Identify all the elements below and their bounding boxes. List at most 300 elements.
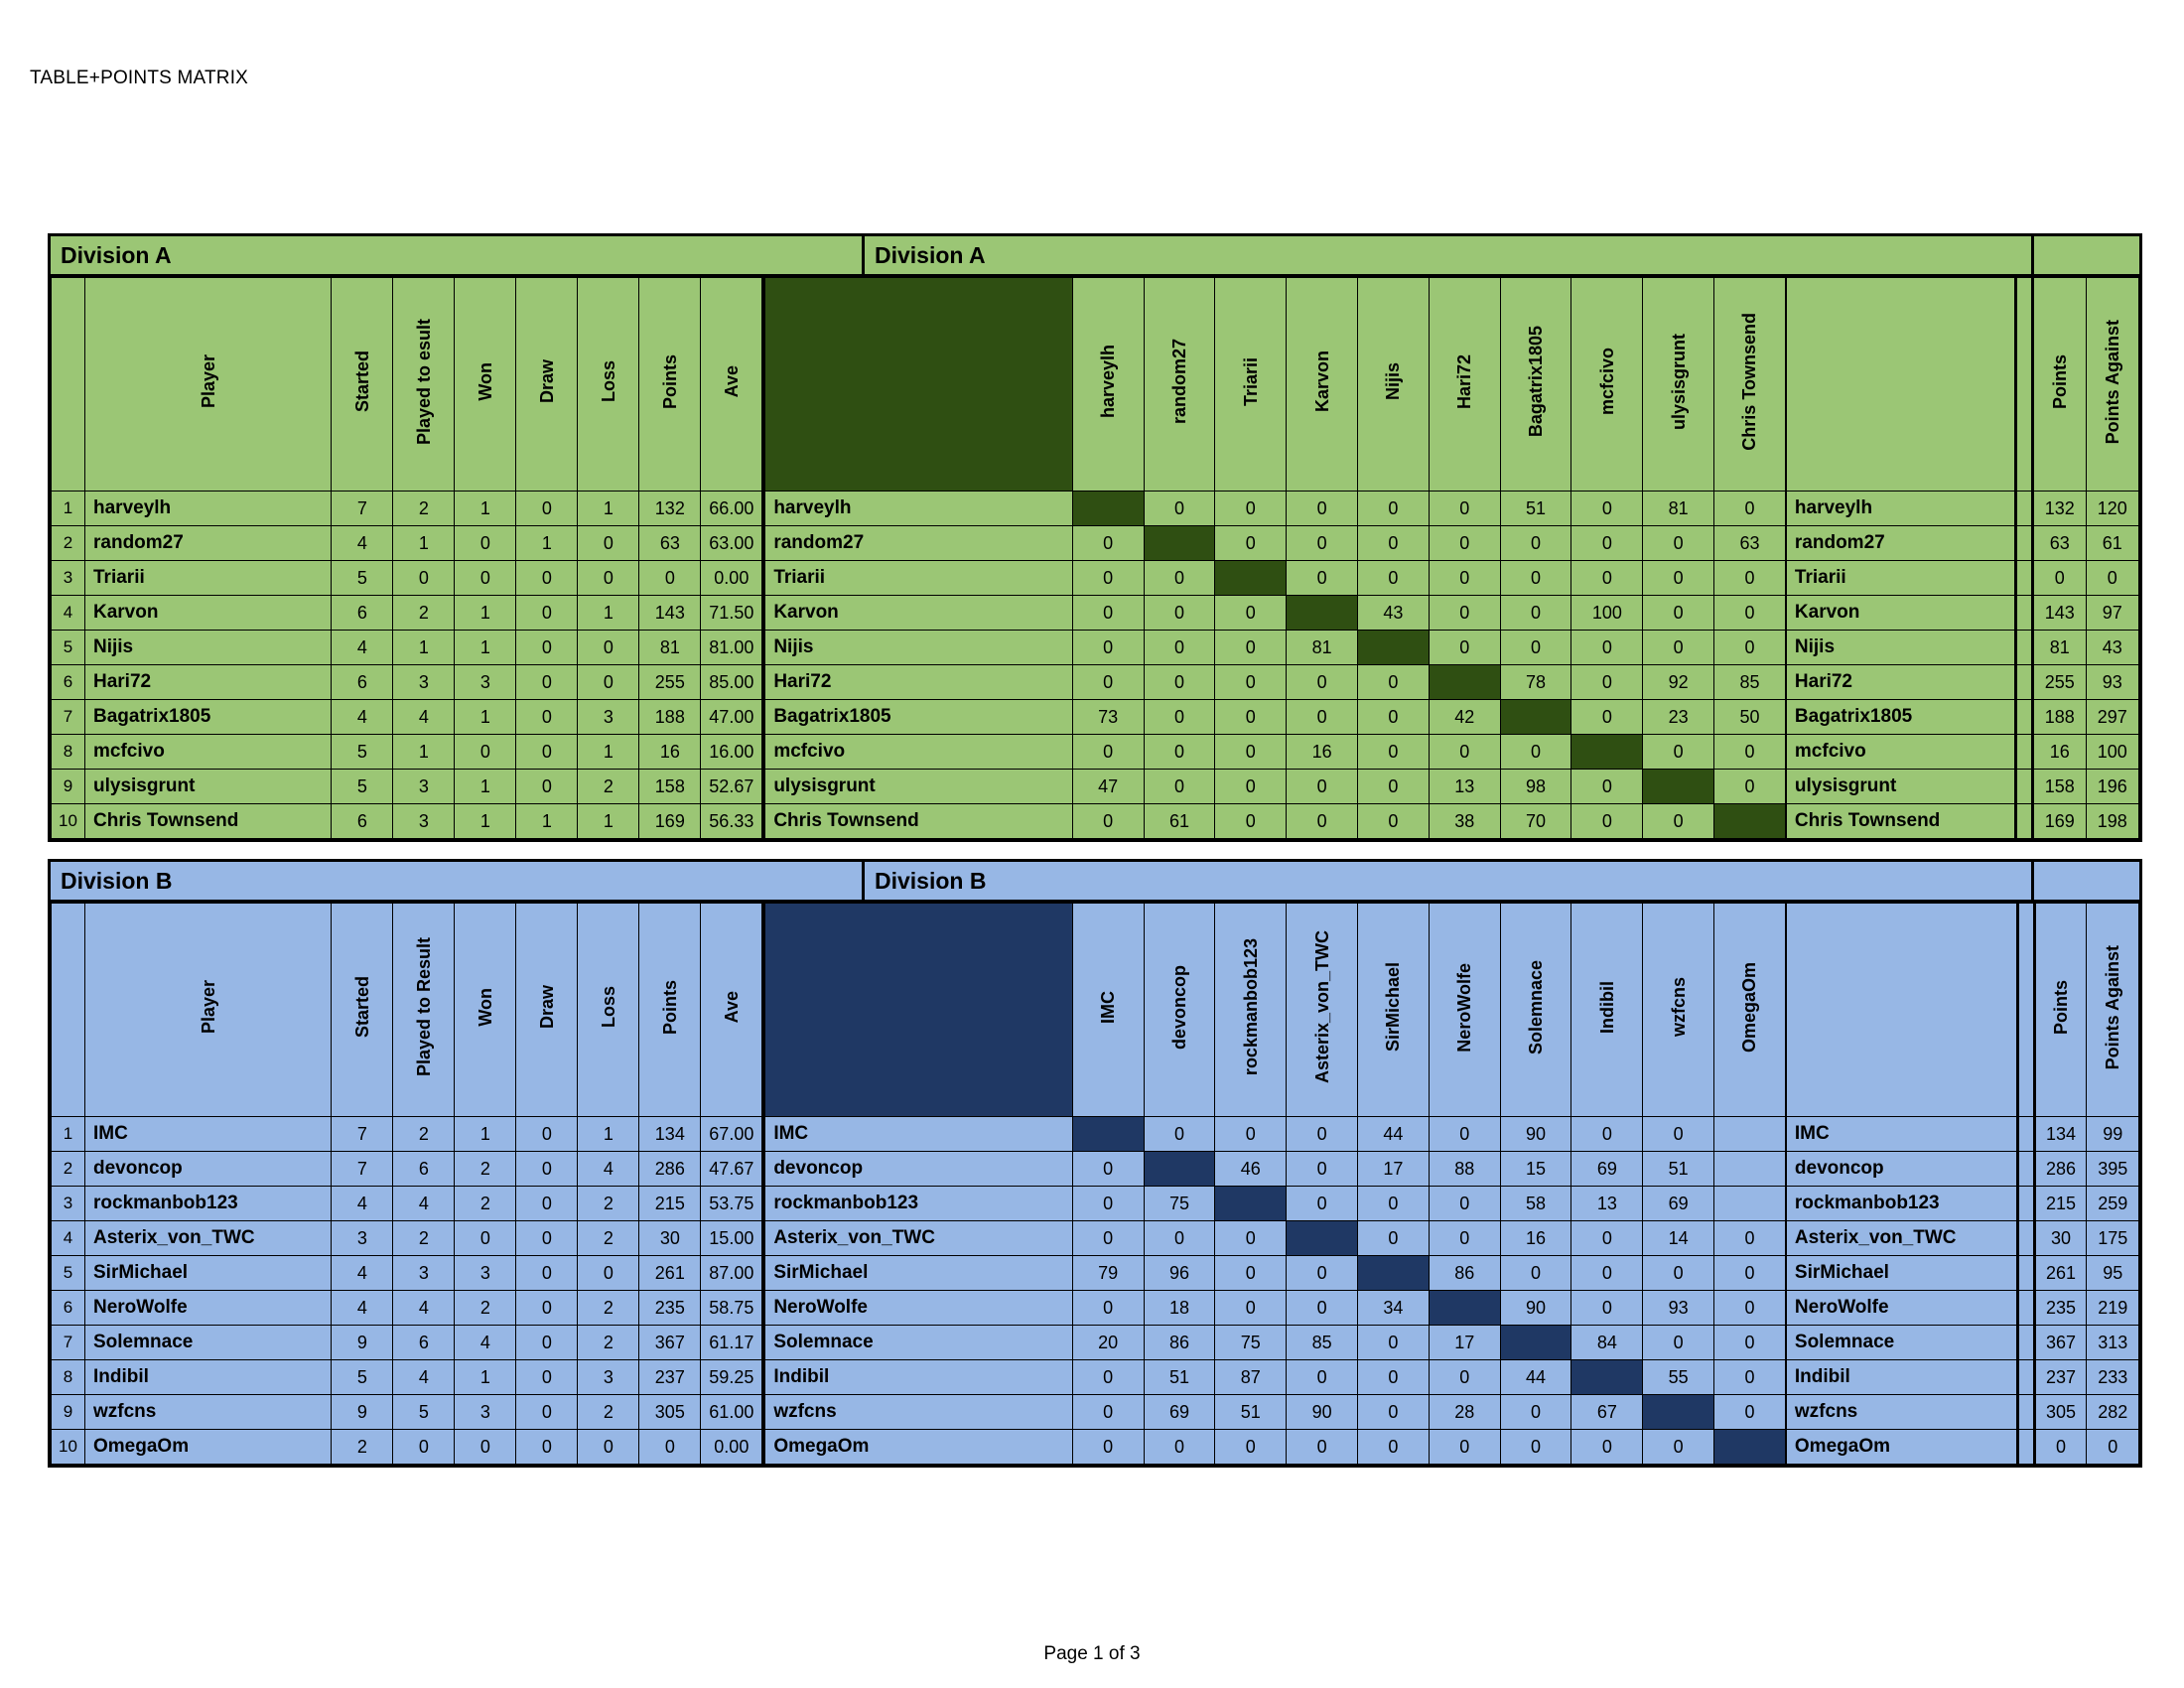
table-row	[764, 526, 1786, 561]
matrix-cell: 0	[1215, 1256, 1287, 1291]
matrix-opponent-header	[1571, 278, 1643, 492]
matrix-cell: 81	[1287, 631, 1358, 665]
table-row	[52, 1117, 762, 1152]
summary-points-for-cell: 188	[2032, 700, 2086, 735]
summary-spacer-header	[2018, 904, 2034, 1117]
matrix-cell: 42	[1429, 700, 1500, 735]
matrix-cell: 28	[1429, 1395, 1500, 1430]
matrix-opponent-header	[1429, 278, 1500, 492]
division-title-summary	[2034, 236, 2139, 274]
matrix-cell: 0	[1072, 526, 1144, 561]
summary-player-cell: IMC	[1786, 1117, 2017, 1152]
standings-ave-cell: 81.00	[701, 631, 762, 665]
standings-ave-cell: 16.00	[701, 735, 762, 770]
rank-cell: 8	[52, 1360, 85, 1395]
table-row	[764, 631, 1786, 665]
summary-points-for-cell: 237	[2034, 1360, 2087, 1395]
matrix-cell: 0	[1500, 561, 1571, 596]
matrix-cell: 0	[1072, 1430, 1144, 1465]
summary-table	[1786, 903, 2139, 1465]
matrix-cell: 0	[1429, 631, 1500, 665]
matrix-cell: 0	[1287, 1187, 1358, 1221]
matrix-cell: 0	[1500, 1395, 1571, 1430]
standings-header-cell	[578, 904, 639, 1117]
matrix-opponent-header	[1643, 904, 1714, 1117]
standings-won-cell: 0	[455, 561, 516, 596]
rank-cell: 8	[52, 735, 85, 770]
standings-header-cell	[455, 278, 516, 492]
matrix-cell	[1500, 700, 1571, 735]
summary-points-for-cell: 134	[2034, 1117, 2087, 1152]
standings-won-cell: 3	[455, 665, 516, 700]
standings-won-cell: 1	[455, 1360, 516, 1395]
standings-ave-cell: 61.17	[701, 1326, 762, 1360]
matrix-opponent-header	[1358, 904, 1430, 1117]
matrix-cell: 0	[1144, 596, 1215, 631]
table-row	[764, 700, 1786, 735]
matrix-cell: 0	[1072, 631, 1144, 665]
matrix-cell: 23	[1643, 700, 1714, 735]
matrix-cell: 0	[1643, 1430, 1714, 1465]
summary-header-cell	[2087, 904, 2139, 1117]
summary-spacer-cell	[2018, 1326, 2034, 1360]
player-name-cell: Asterix_von_TWC	[85, 1221, 332, 1256]
standings-played-cell: 2	[393, 1221, 455, 1256]
matrix-cell: 69	[1144, 1395, 1215, 1430]
player-name-cell: ulysisgrunt	[85, 770, 332, 804]
standings-header-label: Points	[659, 353, 680, 409]
matrix-cell: 0	[1072, 1187, 1144, 1221]
standings-won-cell: 0	[455, 526, 516, 561]
matrix-cell: 0	[1571, 665, 1643, 700]
matrix-cell	[1287, 1221, 1358, 1256]
matrix-cell: 0	[1429, 1187, 1500, 1221]
matrix-cell: 85	[1287, 1326, 1358, 1360]
matrix-cell	[1215, 561, 1287, 596]
table-row	[52, 1326, 762, 1360]
matrix-cell: 75	[1144, 1187, 1215, 1221]
matrix-cell: 0	[1714, 1326, 1786, 1360]
standings-won-cell: 3	[455, 1256, 516, 1291]
standings-played-cell: 6	[393, 1326, 455, 1360]
matrix-cell	[1571, 1360, 1643, 1395]
rank-cell: 10	[52, 1430, 85, 1465]
matrix-cell: 0	[1571, 1291, 1643, 1326]
matrix-cell: 0	[1144, 735, 1215, 770]
player-name-cell: devoncop	[85, 1152, 332, 1187]
table-row	[52, 1360, 762, 1395]
matrix-cell: 0	[1215, 492, 1287, 526]
table-row	[1786, 1360, 2138, 1395]
summary-points-against-cell: 120	[2086, 492, 2138, 526]
standings-played-cell: 3	[393, 665, 455, 700]
table-row	[764, 770, 1786, 804]
standings-points-cell: 255	[639, 665, 701, 700]
standings-ave-cell: 66.00	[701, 492, 762, 526]
standings-header-cell	[701, 278, 762, 492]
matrix-cell: 85	[1714, 665, 1786, 700]
matrix-cell: 0	[1358, 735, 1430, 770]
matrix-cell: 0	[1287, 804, 1358, 839]
matrix-cell: 0	[1144, 492, 1215, 526]
summary-points-against-cell: 95	[2087, 1256, 2139, 1291]
matrix-cell: 70	[1500, 804, 1571, 839]
matrix-cell: 86	[1429, 1256, 1500, 1291]
matrix-cell: 0	[1287, 1256, 1358, 1291]
summary-player-cell: wzfcns	[1786, 1395, 2017, 1430]
matrix-cell: 0	[1571, 770, 1643, 804]
matrix-opponent-label: ulysisgrunt	[1668, 333, 1689, 430]
table-row	[1786, 1291, 2138, 1326]
standings-draw-cell: 0	[516, 1360, 578, 1395]
matrix-cell: 0	[1571, 1221, 1643, 1256]
standings-won-cell: 1	[455, 804, 516, 839]
player-name-cell: mcfcivo	[85, 735, 332, 770]
standings-header-label: Started	[351, 976, 372, 1039]
table-row	[764, 735, 1786, 770]
standings-table	[51, 903, 762, 1465]
matrix-cell: 0	[1215, 1291, 1287, 1326]
matrix-cell: 0	[1571, 492, 1643, 526]
table-row	[1786, 526, 2138, 561]
table-row	[764, 665, 1786, 700]
player-name-cell: IMC	[85, 1117, 332, 1152]
standings-points-cell: 132	[639, 492, 701, 526]
matrix-cell: 0	[1215, 735, 1287, 770]
standings-loss-cell: 2	[578, 1187, 639, 1221]
page-title: TABLE+POINTS MATRIX	[30, 68, 249, 88]
matrix-cell: 0	[1072, 804, 1144, 839]
player-name-cell: Indibil	[85, 1360, 332, 1395]
matrix-cell: 0	[1215, 804, 1287, 839]
standings-won-cell: 0	[455, 735, 516, 770]
standings-started-cell: 6	[332, 665, 393, 700]
standings-loss-cell: 0	[578, 526, 639, 561]
matrix-cell: 61	[1144, 804, 1215, 839]
matrix-cell	[1144, 1152, 1215, 1187]
matrix-cell: 87	[1215, 1360, 1287, 1395]
summary-header-cell	[2034, 904, 2087, 1117]
matrix-opponent-label: Bagatrix1805	[1526, 326, 1547, 438]
player-name-cell: rockmanbob123	[85, 1187, 332, 1221]
standings-started-cell: 4	[332, 526, 393, 561]
table-row	[764, 1117, 1786, 1152]
matrix-opponent-label: Triarii	[1240, 356, 1261, 407]
table-row	[52, 700, 762, 735]
matrix-corner-cell	[764, 278, 1072, 492]
matrix-opponent-label: Solemnace	[1526, 959, 1547, 1055]
summary-header-label: Points Against	[2103, 944, 2123, 1070]
standings-draw-cell: 1	[516, 804, 578, 839]
standings-won-cell: 1	[455, 492, 516, 526]
standings-started-cell: 5	[332, 1360, 393, 1395]
matrix-opponent-header	[1144, 904, 1215, 1117]
matrix-opponent-header	[1500, 904, 1571, 1117]
matrix-cell	[1714, 1152, 1786, 1187]
matrix-row-player: ulysisgrunt	[764, 770, 1072, 804]
standings-loss-cell: 0	[578, 1430, 639, 1465]
matrix-cell: 0	[1215, 1430, 1287, 1465]
matrix-opponent-header	[1215, 278, 1287, 492]
matrix-cell: 0	[1215, 1221, 1287, 1256]
standings-draw-cell: 0	[516, 492, 578, 526]
standings-ave-cell: 56.33	[701, 804, 762, 839]
standings-points-cell: 188	[639, 700, 701, 735]
matrix-cell	[1358, 1256, 1430, 1291]
matrix-cell: 0	[1571, 526, 1643, 561]
table-row	[1786, 735, 2138, 770]
matrix-row-player: Nijis	[764, 631, 1072, 665]
matrix-cell: 0	[1714, 1395, 1786, 1430]
standings-won-cell: 1	[455, 770, 516, 804]
matrix-cell: 0	[1429, 1360, 1500, 1395]
matrix-cell: 0	[1714, 770, 1786, 804]
matrix-opponent-header	[1072, 278, 1144, 492]
matrix-cell: 92	[1643, 665, 1714, 700]
standings-header-label: Played to esult	[413, 318, 434, 446]
division-title-row	[51, 862, 2139, 903]
matrix-cell: 0	[1643, 1117, 1714, 1152]
table-row	[764, 596, 1786, 631]
matrix-cell: 55	[1643, 1360, 1714, 1395]
rank-cell: 3	[52, 561, 85, 596]
standings-started-cell: 4	[332, 1187, 393, 1221]
summary-player-cell: Hari72	[1786, 665, 2015, 700]
table-row	[52, 492, 762, 526]
standings-header-label: Won	[475, 362, 495, 401]
matrix-cell: 81	[1643, 492, 1714, 526]
matrix-cell: 0	[1500, 1256, 1571, 1291]
table-row	[764, 1430, 1786, 1465]
summary-points-against-cell: 100	[2086, 735, 2138, 770]
summary-points-for-cell: 81	[2032, 631, 2086, 665]
standings-played-cell: 4	[393, 1291, 455, 1326]
standings-ave-cell: 58.75	[701, 1291, 762, 1326]
standings-draw-cell: 0	[516, 631, 578, 665]
standings-started-cell: 7	[332, 1152, 393, 1187]
matrix-cell: 0	[1429, 561, 1500, 596]
summary-spacer-cell	[2016, 631, 2033, 665]
summary-points-for-cell: 132	[2032, 492, 2086, 526]
standings-draw-cell: 0	[516, 665, 578, 700]
matrix-cell: 0	[1643, 526, 1714, 561]
summary-spacer-cell	[2018, 1256, 2034, 1291]
matrix-cell	[1500, 1326, 1571, 1360]
summary-player-cell: random27	[1786, 526, 2015, 561]
summary-points-for-cell: 235	[2034, 1291, 2087, 1326]
matrix-cell: 0	[1287, 1430, 1358, 1465]
matrix-cell: 0	[1571, 804, 1643, 839]
table-row	[52, 526, 762, 561]
matrix-cell: 0	[1215, 665, 1287, 700]
matrix-cell: 69	[1571, 1152, 1643, 1187]
table-row	[52, 1187, 762, 1221]
matrix-cell	[1287, 596, 1358, 631]
matrix-cell: 67	[1571, 1395, 1643, 1430]
table-row	[52, 1291, 762, 1326]
table-row	[764, 1326, 1786, 1360]
table-row	[1786, 631, 2138, 665]
matrix-cell: 0	[1144, 561, 1215, 596]
matrix-opponent-label: mcfcivo	[1596, 348, 1617, 416]
standings-played-cell: 4	[393, 1187, 455, 1221]
matrix-opponent-label: harveylh	[1098, 345, 1119, 419]
summary-points-against-cell: 259	[2087, 1187, 2139, 1221]
matrix-cell: 0	[1358, 526, 1430, 561]
standings-points-cell: 81	[639, 631, 701, 665]
matrix-cell	[1714, 804, 1786, 839]
matrix-cell: 0	[1215, 1117, 1287, 1152]
standings-played-cell: 3	[393, 804, 455, 839]
summary-points-for-cell: 0	[2034, 1430, 2087, 1465]
matrix-row-player: IMC	[764, 1117, 1072, 1152]
matrix-cell: 0	[1358, 804, 1430, 839]
summary-points-for-cell: 215	[2034, 1187, 2087, 1221]
summary-points-against-cell: 282	[2087, 1395, 2139, 1430]
summary-spacer-cell	[2018, 1117, 2034, 1152]
standings-draw-cell: 0	[516, 561, 578, 596]
matrix-cell: 90	[1500, 1117, 1571, 1152]
standings-draw-cell: 0	[516, 1430, 578, 1465]
standings-points-cell: 367	[639, 1326, 701, 1360]
matrix-cell: 0	[1287, 1117, 1358, 1152]
matrix-opponent-label: Hari72	[1454, 353, 1475, 410]
standings-draw-cell: 0	[516, 596, 578, 631]
standings-draw-cell: 0	[516, 1117, 578, 1152]
matrix-opponent-label: devoncop	[1168, 964, 1189, 1050]
matrix-opponent-header	[1144, 278, 1215, 492]
matrix-cell: 0	[1072, 1395, 1144, 1430]
summary-player-cell: SirMichael	[1786, 1256, 2017, 1291]
matrix-cell: 0	[1072, 1291, 1144, 1326]
matrix-cell: 0	[1072, 1221, 1144, 1256]
summary-player-cell: Asterix_von_TWC	[1786, 1221, 2017, 1256]
summary-spacer-header	[2016, 278, 2033, 492]
standings-draw-cell: 1	[516, 526, 578, 561]
matrix-cell: 46	[1215, 1152, 1287, 1187]
standings-header-cell	[85, 278, 332, 492]
standings-points-cell: 134	[639, 1117, 701, 1152]
matrix-corner-cell	[764, 904, 1072, 1117]
matrix-cell: 0	[1571, 1430, 1643, 1465]
summary-points-for-cell: 0	[2032, 561, 2086, 596]
table-row	[1786, 596, 2138, 631]
summary-spacer-cell	[2016, 596, 2033, 631]
standings-started-cell: 6	[332, 596, 393, 631]
standings-header-label: Ave	[721, 991, 742, 1024]
player-name-cell: NeroWolfe	[85, 1291, 332, 1326]
matrix-cell: 78	[1500, 665, 1571, 700]
summary-header-label: Points Against	[2102, 319, 2122, 445]
matrix-row-player: Karvon	[764, 596, 1072, 631]
matrix-opponent-label: OmegaOm	[1739, 961, 1760, 1054]
matrix-cell: 0	[1144, 631, 1215, 665]
matrix-cell: 0	[1287, 665, 1358, 700]
matrix-row-player: Solemnace	[764, 1326, 1072, 1360]
matrix-row-player: OmegaOm	[764, 1430, 1072, 1465]
division-title-standings: Division B	[51, 862, 865, 900]
standings-draw-cell: 0	[516, 1395, 578, 1430]
standings-table	[51, 277, 762, 839]
matrix-cell: 0	[1287, 700, 1358, 735]
summary-spacer-cell	[2016, 492, 2033, 526]
standings-played-cell: 1	[393, 526, 455, 561]
rank-cell: 1	[52, 1117, 85, 1152]
standings-header-cell	[393, 278, 455, 492]
summary-points-against-cell: 198	[2086, 804, 2138, 839]
matrix-cell: 17	[1429, 1326, 1500, 1360]
matrix-cell: 90	[1500, 1291, 1571, 1326]
standings-header-label: Loss	[598, 360, 618, 403]
matrix-cell: 75	[1215, 1326, 1287, 1360]
standings-ave-cell: 53.75	[701, 1187, 762, 1221]
division-block	[48, 859, 2142, 1468]
division-title-matrix: Division B	[865, 862, 2034, 900]
matrix-opponent-header	[1287, 278, 1358, 492]
matrix-opponent-label: random27	[1168, 339, 1189, 425]
standings-header-label: Started	[351, 351, 372, 413]
matrix-cell: 0	[1287, 1152, 1358, 1187]
matrix-header-row	[764, 278, 1786, 492]
standings-played-cell: 0	[393, 1430, 455, 1465]
table-row	[52, 1430, 762, 1465]
matrix-cell	[1072, 1117, 1144, 1152]
table-row	[1786, 804, 2138, 839]
matrix-cell: 0	[1714, 561, 1786, 596]
standings-header-cell	[393, 904, 455, 1117]
matrix-cell: 0	[1643, 561, 1714, 596]
standings-loss-cell: 1	[578, 804, 639, 839]
standings-started-cell: 9	[332, 1395, 393, 1430]
matrix-cell	[1144, 526, 1215, 561]
table-row	[1786, 665, 2138, 700]
matrix-cell	[1072, 492, 1144, 526]
standings-played-cell: 3	[393, 1256, 455, 1291]
summary-points-against-cell: 233	[2087, 1360, 2139, 1395]
summary-points-against-cell: 196	[2086, 770, 2138, 804]
standings-header-cell	[332, 278, 393, 492]
summary-spacer-cell	[2016, 804, 2033, 839]
standings-ave-cell: 47.67	[701, 1152, 762, 1187]
matrix-cell	[1643, 770, 1714, 804]
summary-points-against-cell: 0	[2086, 561, 2138, 596]
matrix-cell: 0	[1429, 735, 1500, 770]
matrix-cell: 0	[1643, 804, 1714, 839]
standings-played-cell: 4	[393, 1360, 455, 1395]
summary-points-for-cell: 367	[2034, 1326, 2087, 1360]
matrix-cell: 18	[1144, 1291, 1215, 1326]
summary-header-row	[1786, 278, 2138, 492]
matrix-opponent-label: wzfcns	[1668, 977, 1689, 1038]
table-row	[52, 804, 762, 839]
matrix-cell: 50	[1714, 700, 1786, 735]
standings-loss-cell: 1	[578, 1117, 639, 1152]
player-name-cell: Karvon	[85, 596, 332, 631]
matrix-cell: 0	[1215, 596, 1287, 631]
standings-ave-cell: 85.00	[701, 665, 762, 700]
standings-started-cell: 9	[332, 1326, 393, 1360]
matrix-row-player: devoncop	[764, 1152, 1072, 1187]
summary-player-cell: NeroWolfe	[1786, 1291, 2017, 1326]
matrix-cell: 0	[1287, 492, 1358, 526]
matrix-cell: 0	[1358, 1187, 1430, 1221]
rank-cell: 9	[52, 1395, 85, 1430]
standings-started-cell: 4	[332, 631, 393, 665]
matrix-cell: 73	[1072, 700, 1144, 735]
matrix-opponent-label: Nijis	[1383, 362, 1404, 401]
standings-draw-cell: 0	[516, 1291, 578, 1326]
matrix-cell: 0	[1571, 561, 1643, 596]
